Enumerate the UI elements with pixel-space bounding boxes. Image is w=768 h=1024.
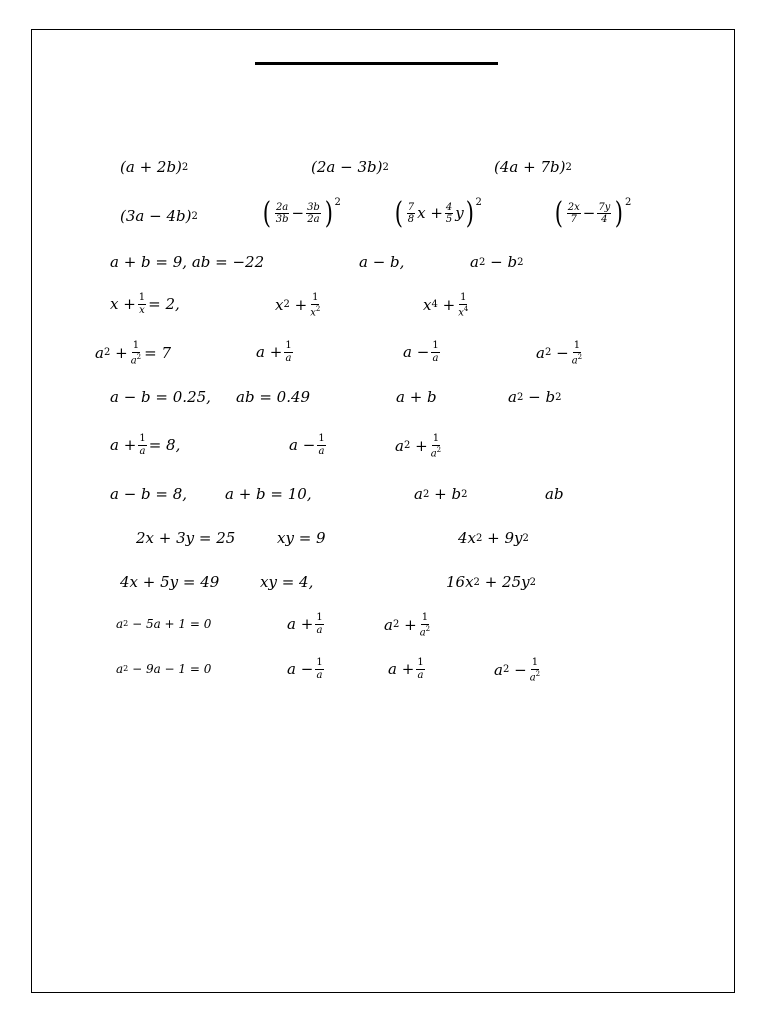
find-a-minus-1-over-a-row12: a − $\frac{1}{a}$ [287,657,323,681]
find-a2-plus-b2: a 2 + b 2 [414,485,468,503]
find-a-plus-1-over-a-row12: a + $\frac{1}{a}$ [388,657,424,681]
expr-7-8x-plus-4-5y-squared: ( $\frac{7}{8}$ x + $\frac{4}{5}$ y ) 2 [394,196,482,231]
find-a2-plus-1-over-a2-row11: a 2 + $\frac{1}{a^2}$ [384,612,431,638]
find-a-minus-b: a − b, [359,253,405,271]
find-16x2-plus-25y2: 16x 2 + 25y 2 [446,573,536,591]
expr-4a-plus-7b-squared: (4a + 7b) 2 [494,158,572,176]
find-4x2-plus-9y2: 4x 2 + 9y 2 [458,529,529,547]
given-a-plus-1-over-a-eq-8: a + $\frac{1}{a}$ = 8, [110,433,181,457]
given-a-plus-b-9-ab-minus-22: a + b = 9, ab = −22 [110,253,265,271]
find-a-plus-1-over-a: a + $\frac{1}{a}$ [256,340,292,364]
find-a2-plus-1-over-a2-row7: a 2 + $\frac{1}{a^2}$ [395,433,442,459]
find-a2-minus-b2: a 2 − b 2 [470,253,524,271]
given-a2-minus-5a-plus-1-eq-0: a 2 − 5a + 1 = 0 [116,617,212,631]
expr-a-plus-2b-squared: (a + 2b) 2 [120,158,189,176]
expr-2x-7-minus-7y-4-squared: ( $\frac{2x}{7}$ − $\frac{7y}{4}$ ) 2 [554,196,632,231]
find-a2-minus-b2-row6: a 2 − b 2 [508,388,562,406]
given-a-minus-b-0.25: a − b = 0.25, [110,388,211,406]
given-ab-0.49: ab = 0.49 [236,388,311,406]
find-a2-minus-1-over-a2: a 2 − $\frac{1}{a^2}$ [536,340,583,366]
find-a-minus-1-over-a: a − $\frac{1}{a}$ [403,340,439,364]
title-underline [255,62,498,65]
given-4x-plus-5y-49: 4x + 5y = 49 [120,573,220,591]
given-a2-minus-9a-minus-1-eq-0: a 2 − 9a − 1 = 0 [116,662,212,676]
given-xy-9: xy = 9 [277,529,326,547]
expr-2a-minus-3b-squared: (2a − 3b) 2 [311,158,389,176]
find-a-plus-1-over-a-row11: a + $\frac{1}{a}$ [287,612,323,636]
given-a-minus-b-8: a − b = 8, [110,485,188,503]
given-2x-plus-3y-25: 2x + 3y = 25 [136,529,236,547]
find-a2-minus-1-over-a2-row12: a 2 − $\frac{1}{a^2}$ [494,657,541,683]
expr-3a-minus-4b-squared: (3a − 4b) 2 [120,207,198,225]
find-x4-plus-1-over-x4: x 4 + $\frac{1}{x^4}$ [423,292,469,318]
find-a-minus-1-over-a-row7: a − $\frac{1}{a}$ [289,433,325,457]
find-ab: ab [545,485,564,503]
given-xy-4: xy = 4, [260,573,314,591]
given-x-plus-1-over-x-eq-2: x + $\frac{1}{x}$ = 2, [110,292,180,316]
given-a-plus-b-10: a + b = 10, [225,485,312,503]
find-a-plus-b: a + b [396,388,437,406]
find-x2-plus-1-over-x2: x 2 + $\frac{1}{x^2}$ [275,292,321,318]
given-a2-plus-1-over-a2-eq-7: a 2 + $\frac{1}{a^2}$ = 7 [95,340,172,366]
expr-frac-2a-3b-minus-3b-2a-squared: ( $\frac{2a}{3b}$ − $\frac{3b}{2a}$ ) 2 [262,196,341,231]
